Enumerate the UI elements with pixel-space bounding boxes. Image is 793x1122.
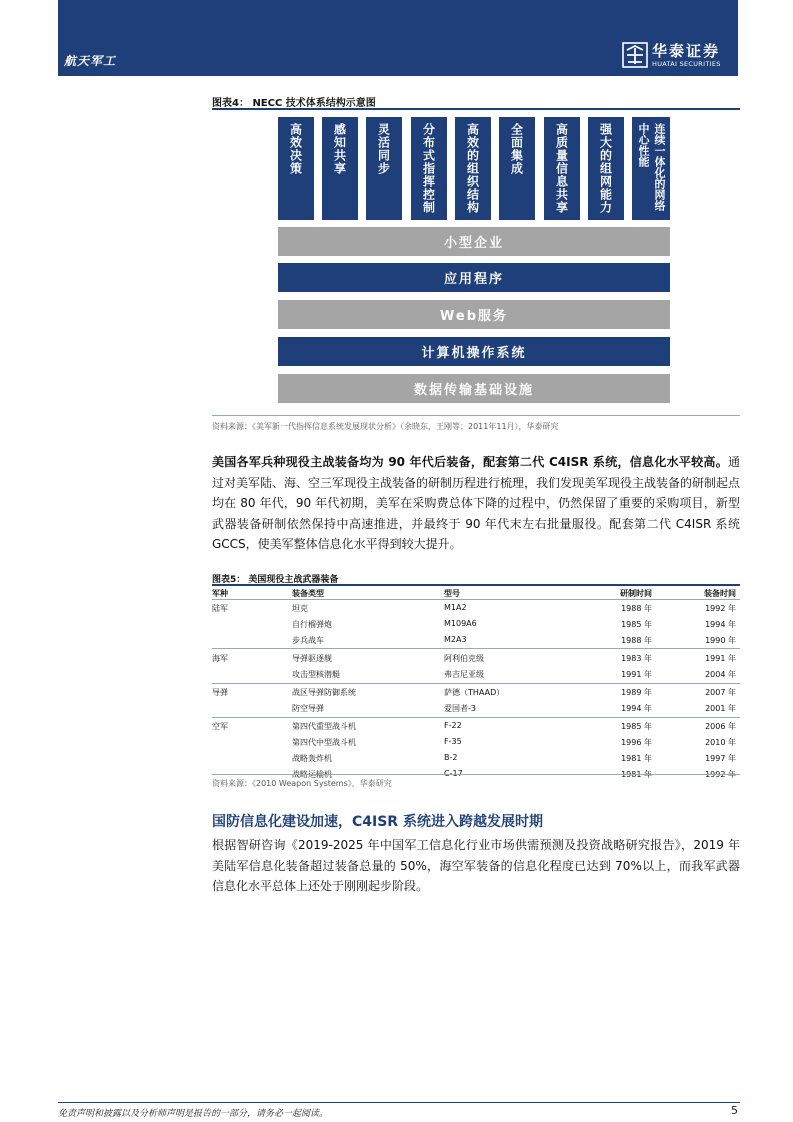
figure4-source: 资料来源：《美军新一代指挥信息系统发展现状分析》（余晓东，王刚等；2011年11月），华泰研究 — [212, 422, 559, 431]
table-header-cell: 装备时间 — [704, 589, 736, 598]
necc-column-2: 感知共享 — [322, 117, 358, 220]
necc-layer-applications: 应用程序 — [278, 263, 670, 292]
table-row: 战略运输机 C-17 1981 年 1992 年 — [292, 769, 736, 779]
page-number: 5 — [731, 1104, 738, 1117]
logo-english: HUATAI SECURITIES — [652, 60, 721, 68]
table-row: 第四代中型战斗机 F-35 1996 年 2010 年 — [292, 737, 736, 747]
table-header-cell: 研制时间 — [620, 589, 652, 598]
necc-column-7: 高质量信息共享 — [544, 117, 580, 220]
necc-column-3: 灵活同步 — [366, 117, 402, 220]
necc-column-6: 全面集成 — [499, 117, 535, 220]
paragraph-us-equipment — [212, 452, 740, 555]
section-label: 航天军工 — [64, 54, 117, 68]
table-group-rule — [212, 648, 740, 649]
section-paragraph: 根据智研咨询《2019-2025 年中国军工信息化行业市场供需预测及投资战略研究报告》，2019 年美陆军信息化装备超过装备总量的 50%，海空军装备的信息化程度已达到 70%以上，而我军武器信息化水平总体上还处于刚刚起步阶段。 — [212, 838, 740, 893]
necc-column-5: 高效的组织结构 — [455, 117, 491, 220]
table-row: 防空导弹 爱国者-3 1994 年 2001 年 — [292, 704, 736, 713]
table-row: 战略轰炸机 B-2 1981 年 1997 年 — [292, 753, 736, 763]
logo-chinese: 华泰证券 — [652, 42, 721, 60]
necc-column-4: 分布式指挥控制 — [411, 117, 447, 220]
necc-layer-web-services: Web服务 — [278, 300, 670, 329]
table-row: 攻击型核潜艇 弗吉尼亚级 1991 年 2004 年 — [292, 670, 736, 679]
table-header-cell: 型号 — [444, 589, 460, 598]
table-row: 导弹 战区导弹防御系统 萨德（THAAD） 1989 年 2007 年 — [212, 688, 736, 697]
figure5-top-rule — [212, 584, 740, 586]
necc-layer-operating-system: 计算机操作系统 — [278, 337, 670, 366]
table-row: 步兵战车 M2A3 1988 年 1990 年 — [292, 635, 736, 645]
section-heading: 国防信息化建设加速，C4ISR 系统进入跨越发展时期 — [212, 814, 543, 830]
table-header-cell: 军种 — [212, 589, 228, 598]
necc-column-9: 连续一体化的网络中心性能 — [632, 117, 670, 220]
paragraph-lead: 美国各军兵种现役主战装备均为 90 年代后装备，配套第二代 C4ISR 系统，信息化水平较高。 — [212, 455, 728, 469]
necc-layer-small-enterprise: 小型企业 — [278, 227, 670, 256]
necc-column-1: 高效决策 — [278, 117, 314, 220]
table-header-rule — [212, 599, 740, 600]
footer-disclaimer: 免责声明和披露以及分析师声明是报告的一部分，请务必一起阅读。 — [58, 1109, 329, 1119]
table-group-rule — [212, 683, 740, 684]
table-group-rule — [212, 717, 740, 718]
table-row: 空军 第四代重型战斗机 F-22 1985 年 2006 年 — [212, 721, 736, 731]
huatai-logo — [622, 40, 732, 72]
table-row: 自行榴弹炮 M109A6 1985 年 1994 年 — [292, 619, 736, 629]
footer-rule — [58, 1102, 740, 1103]
figure4-title: 图表4： NECC 技术体系结构示意图 — [212, 98, 376, 109]
figure5-title: 图表5： 美国现役主战武器装备 — [212, 575, 339, 585]
figure5-source: 资料来源：《2010 Weapon Systems》，华泰研究 — [212, 779, 392, 788]
paragraph-body: 通过对美军陆、海、空三军现役主战装备的研制历程进行梳理，我们发现美军现役主战装备的研制起点均在 80 年代，90 年代初期，美军在采购费总体下降的过程中，仍然保留了重要的采购项目，新型武器装备研制依然保持中高速推进，并最终于 90 年代末左右批量服役。配套第二代 C4ISR 系统 GCCS，使美军整体信息化水平得到较大提升。 — [212, 455, 741, 551]
table-bottom-rule — [212, 774, 740, 775]
header-banner — [58, 0, 738, 76]
table-row: 海军 导弹驱逐舰 阿利伯克级 1983 年 1991 年 — [212, 654, 736, 663]
table-header-cell: 装备类型 — [292, 589, 324, 598]
table-header-row — [212, 588, 740, 603]
necc-column-8: 强大的组网能力 — [588, 117, 624, 220]
necc-layer-data-infrastructure: 数据传输基础设施 — [278, 374, 670, 403]
table-row: 陆军 坦克 M1A2 1988 年 1992 年 — [212, 603, 736, 613]
figure4-top-rule — [212, 108, 740, 110]
huatai-logo-icon — [622, 42, 648, 68]
figure4-bottom-rule — [212, 415, 740, 416]
